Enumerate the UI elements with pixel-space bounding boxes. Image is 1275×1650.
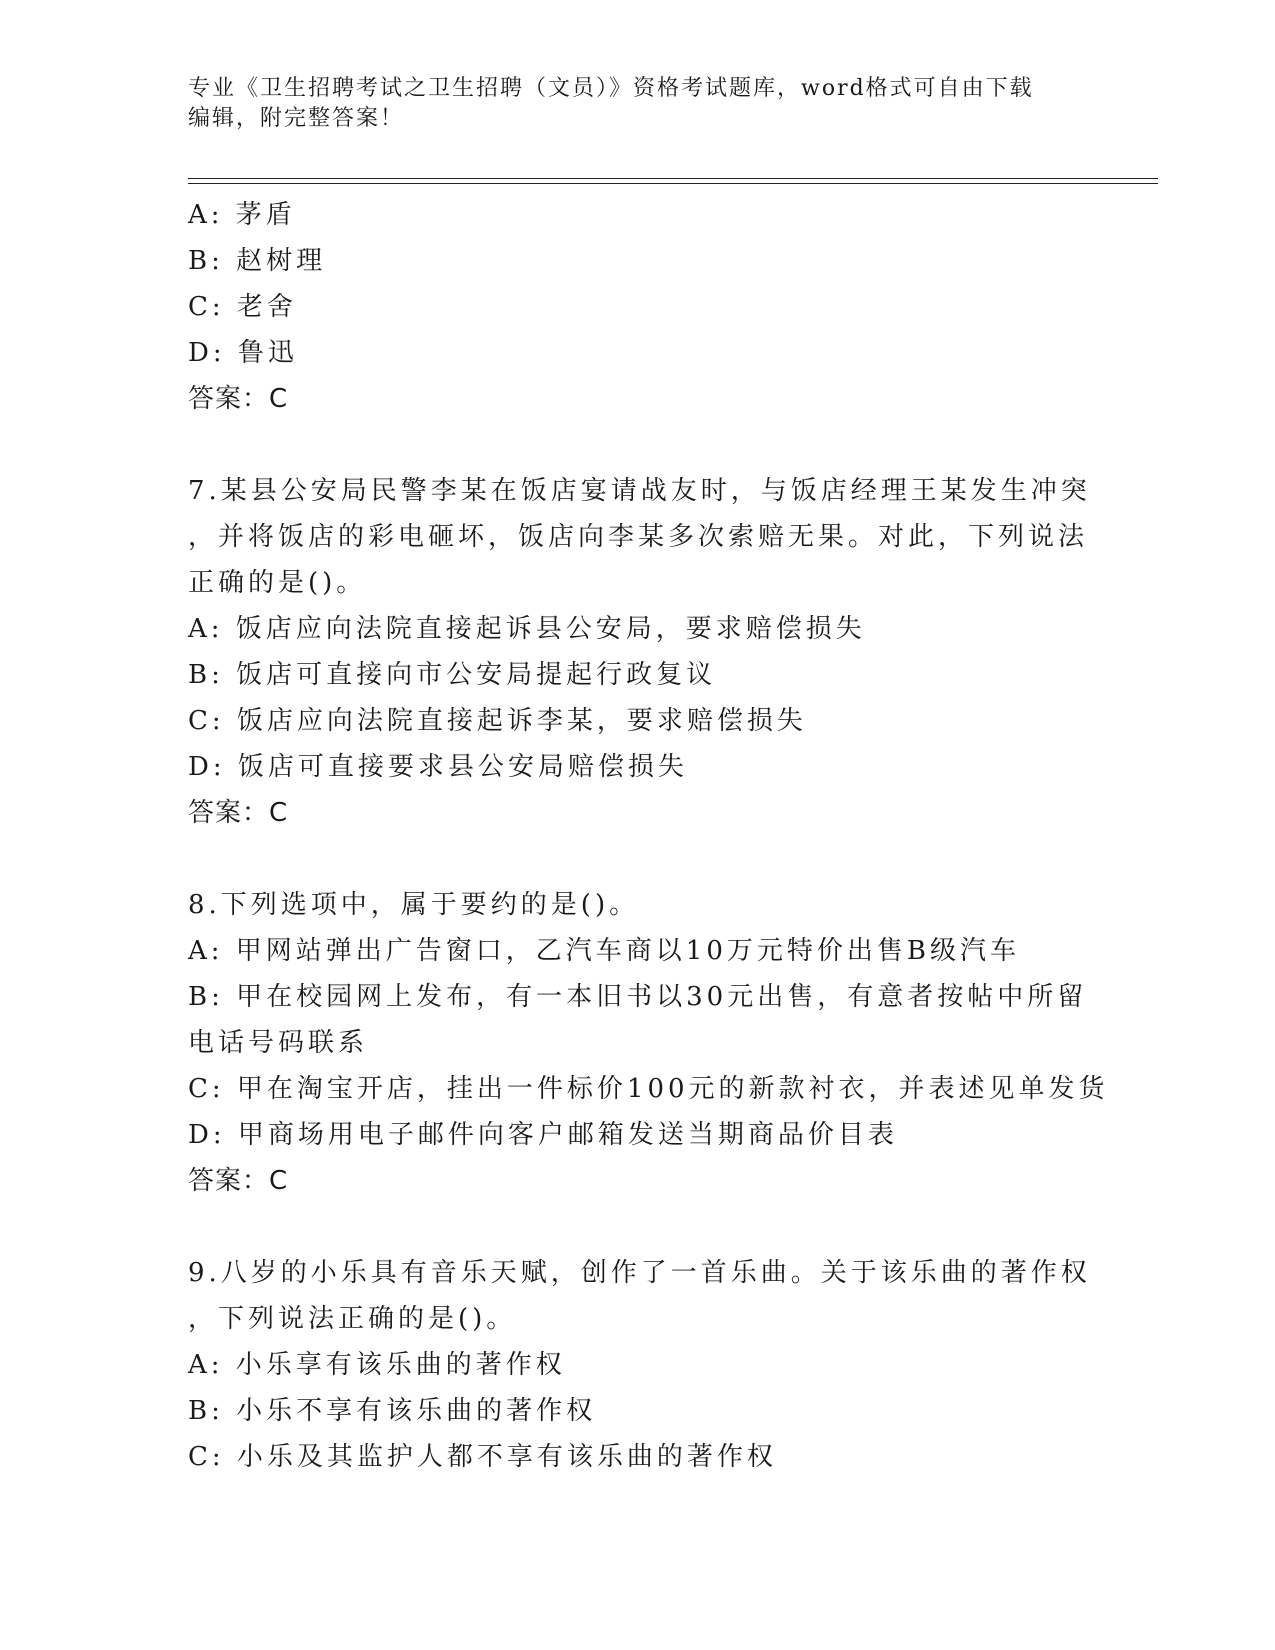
question-9 [188,1250,1091,1480]
question-stem-line: 9.八岁的小乐具有音乐天赋，创作了一首乐曲。关于该乐曲的著作权 [188,1258,1091,1288]
question-stem-line: ，下列说法正确的是()。 [188,1304,517,1334]
option-a: A: 饭店应向法院直接起诉县公安局，要求赔偿损失 [188,614,866,644]
option-a: A: 小乐享有该乐曲的著作权 [188,1350,566,1380]
option-d: D: 饭店可直接要求县公安局赔偿损失 [188,752,688,782]
option-c: C: 小乐及其监护人都不享有该乐曲的著作权 [188,1442,777,1472]
option-c: C: 饭店应向法院直接起诉李某，要求赔偿损失 [188,706,807,736]
option-d: D: 鲁迅 [188,338,298,368]
option-d: D: 甲商场用电子邮件向客户邮箱发送当期商品价目表 [188,1120,898,1150]
answer: 答案：C [188,1166,289,1196]
spacer [188,1204,1088,1250]
header-divider-bottom [188,183,1158,184]
option-a: A: 甲网站弹出广告窗口，乙汽车商以10万元特价出售B级汽车 [188,936,1020,966]
question-list [188,192,1109,1480]
answer: 答案：C [188,798,289,828]
question-8 [188,882,1109,1204]
question-stem-line: 7.某县公安局民警李某在饭店宴请战友时，与饭店经理王某发生冲突 [188,476,1091,506]
option-b: B: 饭店可直接向市公安局提起行政复议 [188,660,717,690]
option-b: B: 赵树理 [188,246,327,276]
option-b: B: 甲在校园网上发布，有一本旧书以30元出售，有意者按帖中所留 [188,982,1088,1012]
answer: 答案：C [188,384,289,414]
document-header [188,74,1088,134]
question-stem-line: ，并将饭店的彩电砸坏，饭店向李某多次索赔无果。对此，下列说法 [188,522,1089,552]
header-line-2: 编辑，附完整答案！ [188,106,405,131]
spacer [188,422,1088,468]
option-c: C: 甲在淘宝开店，挂出一件标价100元的新款衬衣，并表述见单发货 [188,1074,1109,1104]
question-7 [188,468,1091,836]
option-a: A: 茅盾 [188,200,296,230]
spacer [188,836,1088,882]
option-c: C: 老舍 [188,292,297,322]
question-6 [188,192,1088,422]
header-divider-top [188,178,1158,179]
option-b-continued: 电话号码联系 [188,1028,369,1058]
question-stem-line: 8.下列选项中，属于要约的是()。 [188,890,640,920]
question-stem-line: 正确的是()。 [188,568,367,598]
header-line-1: 专业《卫生招聘考试之卫生招聘（文员）》资格考试题库，word格式可自由下载 [188,76,1034,101]
option-b: B: 小乐不享有该乐曲的著作权 [188,1396,597,1426]
